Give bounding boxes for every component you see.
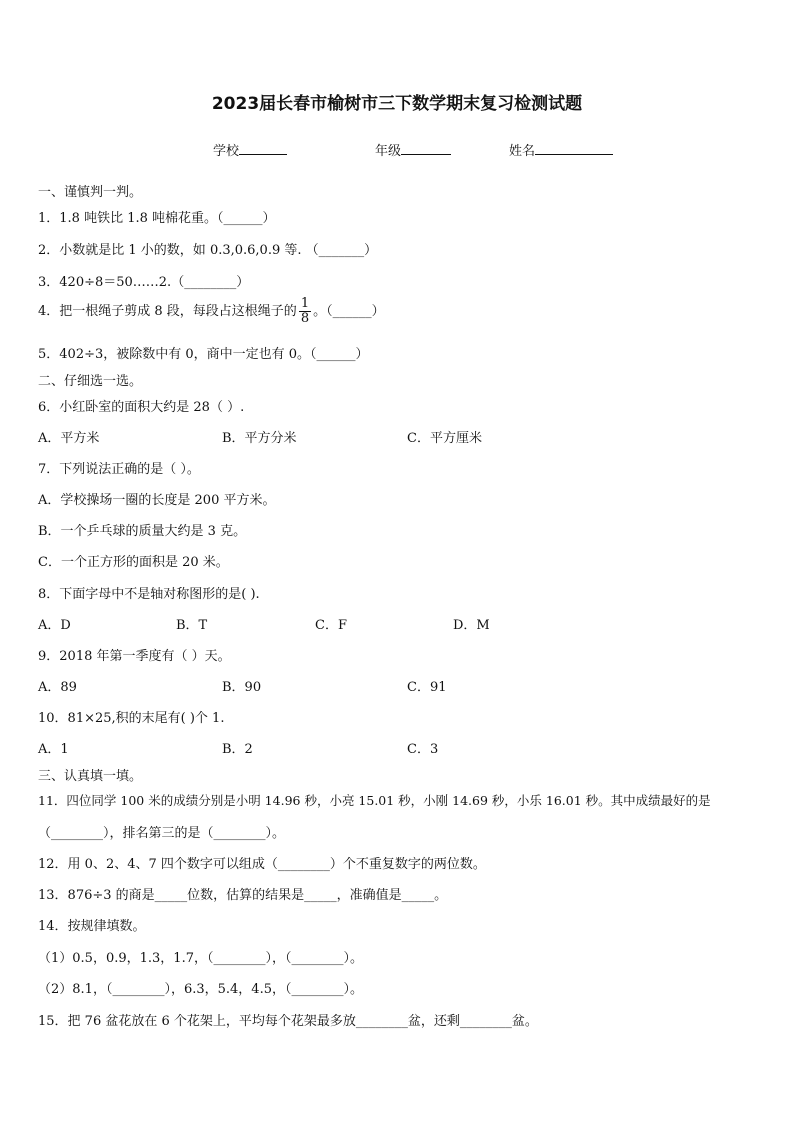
question-2: 2．小数就是比 1 小的数，如 0.3,0.6,0.9 等. （_______） [38, 243, 378, 258]
q7-option-c[interactable]: C．一个正方形的面积是 20 米。 [38, 555, 229, 570]
question-8: 8．下面字母中不是轴对称图形的是( ). [38, 587, 260, 602]
question-6: 6．小红卧室的面积大约是 28（ ）. [38, 400, 245, 415]
question-14-part-1: （1）0.5，0.9，1.3，1.7，（________），（________）。 [38, 951, 363, 966]
q8-option-a[interactable]: A．D [38, 618, 71, 633]
q9-option-c[interactable]: C．91 [407, 680, 447, 695]
question-15: 15．把 76 盆花放在 6 个花架上，平均每个花架最多放________盆，还剩________盆。 [38, 1014, 538, 1029]
question-7: 7．下列说法正确的是（ ）。 [38, 462, 200, 477]
question-9: 9．2018 年第一季度有（ ）天。 [38, 649, 231, 664]
q8-option-b[interactable]: B．T [176, 618, 208, 633]
q9-option-a[interactable]: A．89 [38, 680, 77, 695]
school-field[interactable] [213, 140, 287, 159]
page-title: 2023届长春市榆树市三下数学期末复习检测试题 [211, 94, 583, 114]
question-5: 5．402÷3，被除数中有 0，商中一定也有 0。（______） [38, 347, 369, 362]
grade-field[interactable] [375, 140, 451, 159]
question-4 [38, 297, 385, 326]
question-12: 12．用 0、2、4、7 四个数字可以组成（________）个不重复数字的两位数。 [38, 857, 486, 872]
school-blank[interactable] [239, 142, 287, 155]
question-4-text: 4．把一根绳子剪成 8 段，每段占这根绳子的 [38, 304, 297, 319]
question-13: 13．876÷3 的商是_____位数，估算的结果是_____，准确值是_____。 [38, 888, 448, 903]
q8-option-d[interactable]: D．M [453, 618, 490, 633]
fraction-one-eighth [299, 297, 311, 326]
name-label: 姓名 [509, 144, 536, 159]
section-heading-1: 一、谨慎判一判。 [38, 185, 143, 200]
question-14: 14．按规律填数。 [38, 919, 146, 934]
q6-option-c[interactable]: C．平方厘米 [407, 431, 482, 446]
question-10: 10．81×25,积的末尾有( )个 1. [38, 711, 225, 726]
q10-option-c[interactable]: C．3 [407, 742, 439, 757]
fraction-numerator: 1 [300, 296, 310, 311]
section-heading-2: 二、仔细选一选。 [38, 374, 143, 389]
question-4-tail: 。（______） [313, 304, 385, 319]
q9-option-b[interactable]: B．90 [222, 680, 262, 695]
name-field[interactable] [509, 140, 613, 159]
q7-option-b[interactable]: B．一个乒乓球的质量大约是 3 克。 [38, 524, 247, 539]
section-heading-3: 三、认真填一填。 [38, 769, 143, 784]
grade-label: 年级 [375, 144, 402, 159]
question-3: 3．420÷8＝50……2.（________） [38, 275, 250, 290]
question-11-line-1: 11．四位同学 100 米的成绩分别是小明 14.96 秒，小亮 15.01 秒，小刚 14.69 秒，小乐 16.01 秒。其中成绩最好的是 [38, 793, 711, 808]
q7-option-a[interactable]: A．学校操场一圈的长度是 200 平方米。 [38, 493, 276, 508]
q10-option-b[interactable]: B．2 [222, 742, 253, 757]
fraction-denominator: 8 [300, 311, 310, 326]
q8-option-c[interactable]: C．F [315, 618, 347, 633]
q6-option-b[interactable]: B．平方分米 [222, 431, 297, 446]
q10-option-a[interactable]: A．1 [38, 742, 69, 757]
question-11-line-2: （________），排名第三的是（________）。 [38, 826, 286, 841]
grade-blank[interactable] [401, 142, 451, 155]
q6-option-a[interactable]: A．平方米 [38, 431, 100, 446]
school-label: 学校 [213, 144, 240, 159]
question-14-part-2: （2）8.1，（________），6.3，5.4，4.5，（________）。 [38, 982, 363, 997]
name-blank[interactable] [535, 142, 613, 155]
question-1: 1．1.8 吨铁比 1.8 吨棉花重。（______） [38, 211, 276, 226]
